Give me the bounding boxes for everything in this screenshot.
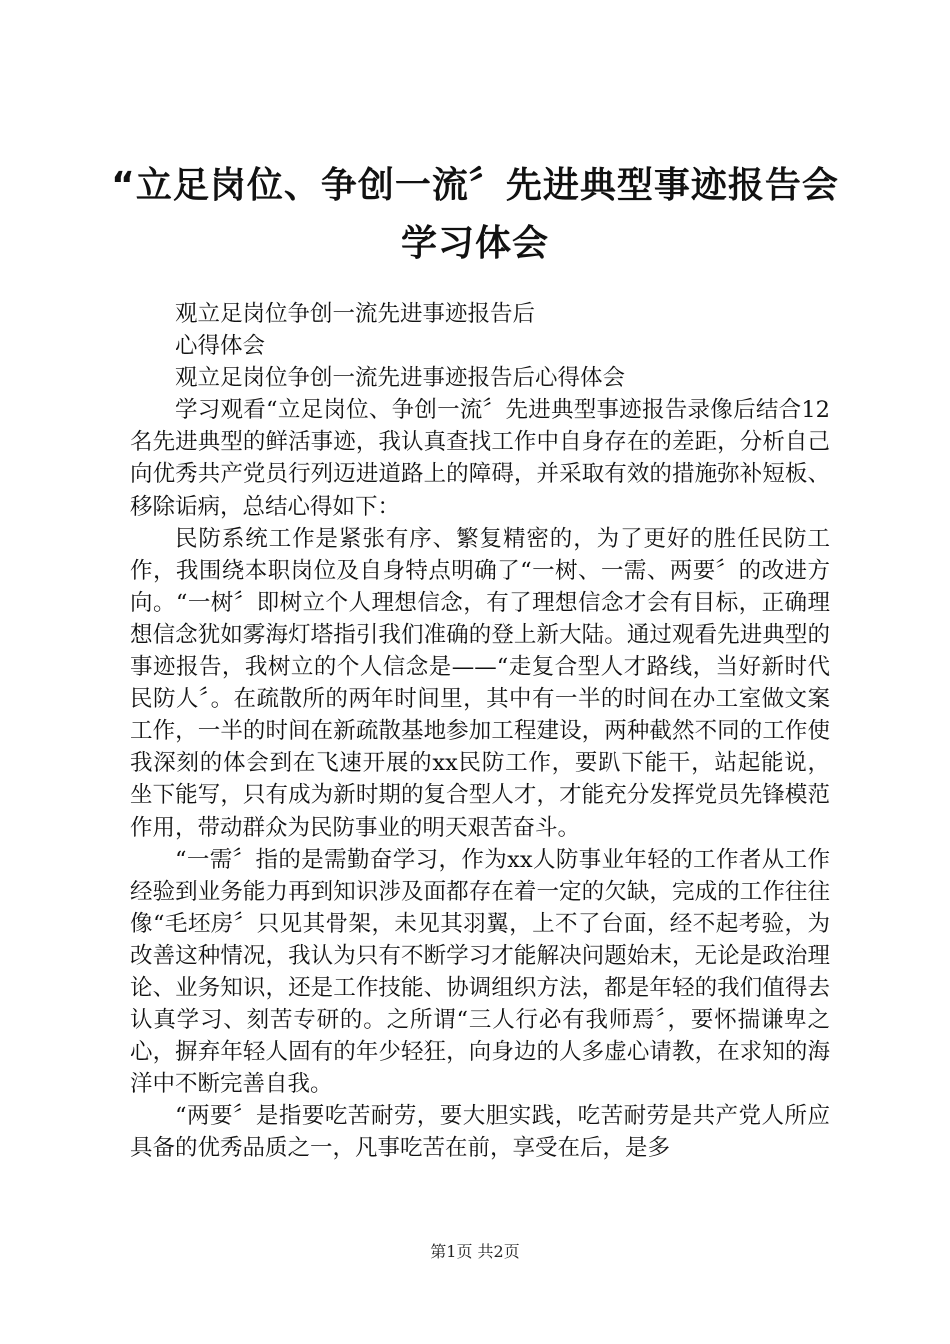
document-title-line2: 学习体会 bbox=[400, 223, 549, 264]
paragraph-body: “一需〞指的是需勤奋学习，作为xx人防事业年轻的工作者从工作经验到业务能力再到知识涉及面都存在着一定的欠缺，完成的工作往往像“毛坯房〞只见其骨架，未见其羽翼，上不了台面，经不起考验，为改善这种情况，我认为只有不断学习才能解决问题始末，无论是政治理论、业务知识，还是工作技能、协调组织方法，都是年轻的我们值得去认真学习、刻苦专研的。之所谓“三人行必有我师焉〞，要怀揣谦卑之心，摒弃年轻人固有的年少轻狂，向身边的人多虚心请教，在求知的海洋中不断完善自我。 bbox=[130, 846, 830, 1098]
document-body bbox=[130, 298, 830, 1165]
paragraph-heading-2: 心得体会 bbox=[175, 333, 266, 360]
paragraph-subtitle: 观立足岗位争创一流先进事迹报告后心得体会 bbox=[175, 365, 626, 392]
paragraph-intro: 学习观看“立足岗位、争创一流〞先进典型事迹报告录像后结合12名先进典型的鲜活事迹，我认真查找工作中自身存在的差距，分析自己向优秀共产党员行列迈进道路上的障碍，并采取有效的措施弥补短板、移除诟病，总结心得如下： bbox=[130, 397, 830, 520]
page-number-footer: 第1页 共2页 bbox=[430, 1242, 520, 1261]
paragraph-body: 民防系统工作是紧张有序、繁复精密的，为了更好的胜任民防工作，我围绕本职岗位及自身特点明确了“一树、一需、两要〞的改进方向。“一树〞即树立个人理想信念，有了理想信念才会有目标，正确理想信念犹如雾海灯塔指引我们准确的登上新大陆。通过观看先进典型的事迹报告，我树立的个人信念是——“走复合型人才路线，当好新时代民防人〞。在疏散所的两年时间里，其中有一半的时间在办工室做文案工作，一半的时间在新疏散基地参加工程建设，两种截然不同的工作使我深刻的体会到在飞速开展的xx民防工作，要趴下能干，站起能说，坐下能写，只有成为新时期的复合型人才，才能充分发挥党员先锋模范作用，带动群众为民防事业的明天艰苦奋斗。 bbox=[130, 525, 830, 841]
paragraph-heading-1: 观立足岗位争创一流先进事迹报告后 bbox=[175, 301, 536, 327]
document-title-line1: “立足岗位、争创一流〞先进典型事迹报告会 bbox=[111, 165, 839, 206]
paragraph-body: “两要〞是指要吃苦耐劳，要大胆实践，吃苦耐劳是共产党人所应具备的优秀品质之一，凡事吃苦在前，享受在后，是多 bbox=[130, 1103, 830, 1162]
